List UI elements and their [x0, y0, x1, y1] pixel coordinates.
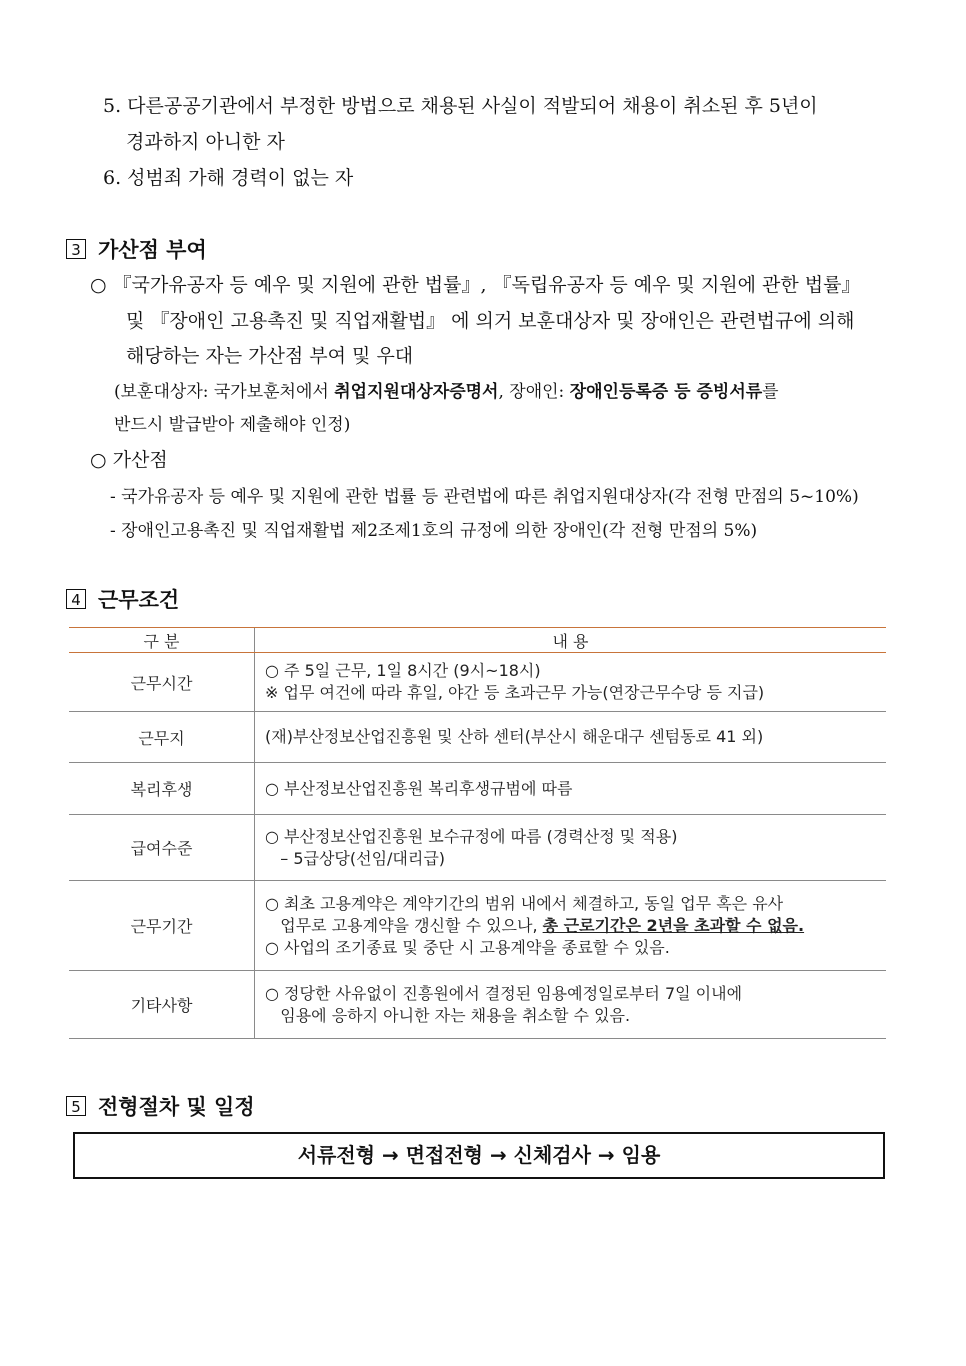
- row-line: (재)부산정보산업진흥원 및 산하 센터(부산시 해운대구 센텀동로 41 외): [265, 727, 764, 746]
- table-row: [69, 763, 886, 815]
- table-row: [69, 971, 886, 1039]
- section-title: 가산점 부여: [98, 238, 207, 262]
- row-category: 기타사항: [69, 971, 255, 1039]
- section-number-box: 4: [66, 589, 86, 609]
- bonus-points-bullet: ○ 가산점: [90, 449, 168, 471]
- bonus-note-line2: 반드시 발급받아 제출해야 인정): [114, 415, 351, 435]
- row-content: [255, 881, 887, 971]
- section-4-heading: [66, 584, 179, 614]
- bonus-points-sub1: - 국가유공자 등 예우 및 지원에 관한 법률 등 관련법에 따른 취업지원대상자(각 전형 만점의 5~10%): [110, 487, 859, 507]
- row-line: ○ 사업의 조기종료 및 중단 시 고용계약을 종료할 수 있음.: [265, 937, 670, 957]
- table-header-row: [69, 628, 886, 653]
- row-line: ※ 업무 여건에 따라 휴일, 야간 등 초과근무 가능(연장근무수당 등 지급): [265, 683, 765, 702]
- header-content: 내 용: [255, 628, 887, 653]
- section-number-box: 3: [66, 239, 86, 259]
- row-line: ○ 주 5일 근무, 1일 8시간 (9시~18시): [265, 661, 541, 680]
- selection-process-box: 서류전형 → 면접전형 → 신체검사 → 임용: [73, 1132, 885, 1179]
- table-row: [69, 712, 886, 763]
- note-bold: 장애인등록증 등 증빙서류: [569, 382, 763, 402]
- row-content: [255, 971, 887, 1039]
- row-line: ○ 부산정보산업진흥원 복리후생규범에 따름: [265, 778, 573, 798]
- table-row: [69, 881, 886, 971]
- row-category: 근무시간: [69, 653, 255, 712]
- intro-item-5-line2: 경과하지 아니한 자: [126, 131, 285, 153]
- row-line: – 5급상당(선임/대리급): [265, 848, 446, 868]
- intro-item-6: 6. 성범죄 가해 경력이 없는 자: [103, 167, 354, 189]
- note-text: (보훈대상자: 국가보훈처에서: [114, 382, 335, 402]
- row-line: ○ 부산정보산업진흥원 보수규정에 따름 (경력산정 및 적용): [265, 826, 678, 846]
- section-number-box: 5: [66, 1096, 86, 1116]
- section-title: 근무조건: [98, 588, 180, 612]
- section-3-heading: [66, 234, 207, 264]
- row-line: 임용에 응하지 아니한 자는 채용을 취소할 수 있음.: [265, 1005, 631, 1025]
- table-row: [69, 815, 886, 881]
- row-content: [255, 712, 887, 763]
- bonus-points-sub2: - 장애인고용촉진 및 직업재활법 제2조제1호의 규정에 의한 장애인(각 전형 만점의 5%): [110, 521, 758, 541]
- note-bold: 취업지원대상자증명서: [334, 382, 499, 402]
- row-line: ○ 정당한 사유없이 진흥원에서 결정된 임용예정일로부터 7일 이내에: [265, 983, 743, 1003]
- work-conditions-table: [69, 627, 886, 1039]
- row-category: 근무기간: [69, 881, 255, 971]
- intro-item-5-line1: 5. 다른공공기관에서 부정한 방법으로 채용된 사실이 적발되어 채용이 취소된 후 5년이: [103, 95, 818, 117]
- section-5-heading: [66, 1091, 255, 1121]
- bonus-bullet-line1: ○ 『국가유공자 등 예우 및 지원에 관한 법률』, 『독립유공자 등 예우 및 지원에 관한 법률』: [90, 274, 861, 296]
- header-category: 구 분: [69, 628, 255, 653]
- row-line-emphasis: 총 근로기간은 2년을 초과할 수 없음.: [542, 915, 805, 935]
- row-content: [255, 815, 887, 881]
- bonus-bullet-line3: 해당하는 자는 가산점 부여 및 우대: [126, 345, 414, 367]
- row-line: ○ 최초 고용계약은 계약기간의 범위 내에서 체결하고, 동일 업무 혹은 유사: [265, 893, 784, 913]
- note-text: , 장애인:: [498, 382, 570, 402]
- bonus-bullet-line2: 및 『장애인 고용촉진 및 직업재활법』 에 의거 보훈대상자 및 장애인은 관련법규에 의해: [126, 310, 855, 332]
- bonus-note-line1: [114, 380, 779, 404]
- row-category: 급여수준: [69, 815, 255, 881]
- row-line-text: 업무로 고용계약을 갱신할 수 있으나,: [265, 915, 543, 935]
- table-row: [69, 653, 886, 712]
- row-content: [255, 653, 887, 712]
- row-category: 복리후생: [69, 763, 255, 815]
- section-title: 전형절차 및 일정: [98, 1095, 255, 1119]
- row-content: [255, 763, 887, 815]
- row-line: [265, 915, 876, 937]
- row-category: 근무지: [69, 712, 255, 763]
- note-text: 를: [762, 382, 779, 402]
